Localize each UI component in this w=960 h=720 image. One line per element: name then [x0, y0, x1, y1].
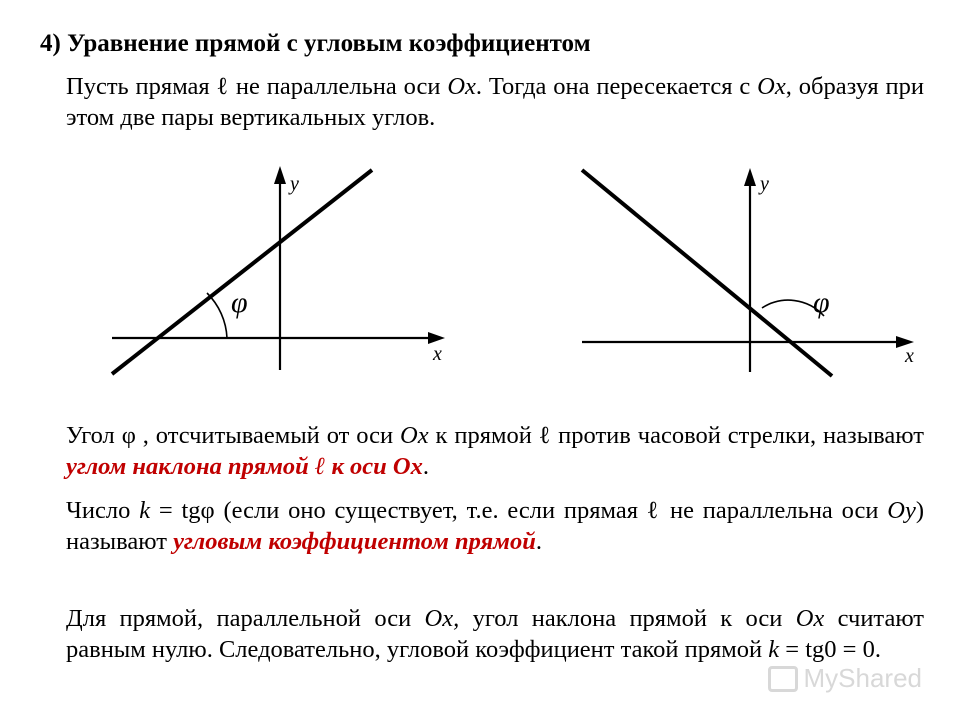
angle-text-2: к прямой ℓ против часовой стрелки, называют [428, 422, 924, 449]
intro-text-2: . Тогда она пересекается с [475, 73, 758, 100]
intro-text-1: Пусть прямая ℓ не параллельна оси [66, 73, 448, 100]
horiz-ox-2: Ox [795, 605, 825, 632]
horiz-text-1: Для прямой, параллельной оси [66, 605, 425, 632]
horiz-text-3: считают равным нулю. Следовательно, угловой коэффициент такой прямой [66, 605, 925, 663]
paragraph-horizontal-case [66, 603, 924, 665]
slope-oy: Oy [887, 497, 916, 524]
figure-right [570, 160, 930, 390]
paragraph-slope-definition [66, 495, 924, 557]
left-y-arrow [274, 166, 286, 184]
left-y-label: y [290, 173, 299, 195]
watermark-logo-icon [768, 666, 798, 692]
slope-text-2: = tgφ (если оно существует, т.е. если прямая ℓ не параллельна оси [150, 497, 888, 524]
angle-term: углом наклона прямой ℓ к оси Ox [66, 453, 423, 480]
left-angle-label: φ [231, 286, 248, 319]
horiz-text-4: = tg0 = 0. [779, 636, 881, 663]
slope-term: угловым коэффициентом прямой [173, 528, 536, 555]
intro-ox-1: Ox [447, 73, 476, 100]
angle-ox: Ox [400, 422, 429, 449]
intro-text-3: , образуя при этом две пары вертикальных углов. [66, 73, 924, 131]
slope-text-4: . [535, 528, 542, 555]
slope-text-1: Число [66, 497, 140, 524]
watermark [768, 663, 923, 694]
horiz-k: k [768, 636, 780, 663]
right-y-arrow [744, 168, 756, 186]
right-x-label: x [905, 345, 914, 367]
left-angle-arc [207, 293, 227, 338]
horiz-ox-1: Ox, [424, 605, 460, 632]
section-heading: 4) Уравнение прямой с угловым коэффициентом [40, 30, 591, 57]
right-y-label: y [760, 173, 769, 195]
intro-ox-2: Ox [757, 73, 786, 100]
right-line [582, 170, 832, 376]
watermark-text: MyShared [803, 663, 922, 693]
angle-text-3: . [422, 453, 429, 480]
paragraph-angle-definition [66, 420, 924, 482]
paragraph-intro [66, 71, 924, 133]
horiz-text-2: угол наклона прямой к оси [459, 605, 796, 632]
left-line [112, 170, 372, 374]
angle-text-1: Угол φ , отсчитываемый от оси [66, 422, 401, 449]
right-angle-label: φ [813, 286, 830, 319]
slope-k: k [139, 497, 151, 524]
figure-left [100, 160, 460, 390]
left-x-label: x [433, 343, 442, 365]
slope-text-3: ) называют [66, 497, 924, 555]
